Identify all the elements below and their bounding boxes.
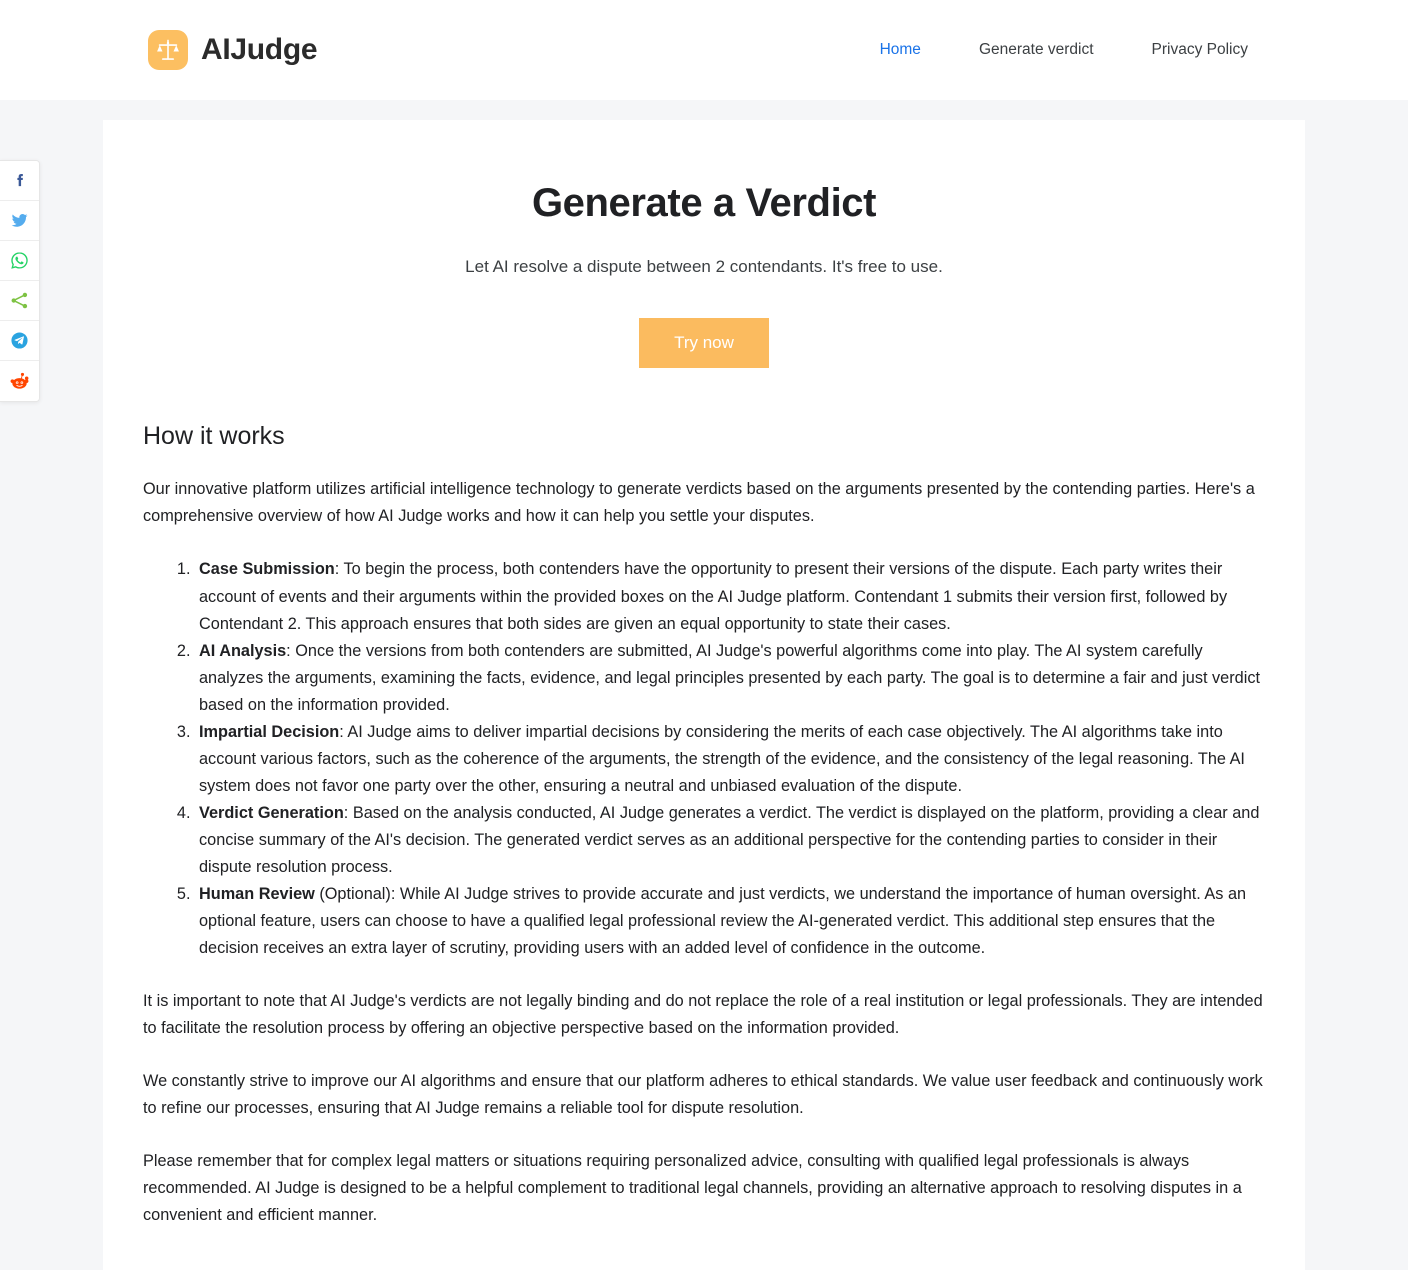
- list-item: [195, 881, 1265, 962]
- balance-scale-icon: [148, 30, 188, 70]
- share-telegram-button[interactable]: [0, 321, 39, 361]
- step-term: Verdict Generation: [199, 803, 344, 822]
- hero-section: [143, 180, 1265, 368]
- step-text: : To begin the process, both contenders have the opportunity to present their versions of the dispute. Each party writes their account of events and their arguments within the provided boxes on the AI Judge platform. Contendant 1 submits their version first, followed by Contendant 2. This approach ensures that both sides are given an equal opportunity to state their cases.: [199, 560, 1228, 633]
- share-link-button[interactable]: [0, 281, 39, 321]
- share-icon: [9, 290, 30, 311]
- step-text: : Once the versions from both contenders are submitted, AI Judge's powerful algorithms come into play. The AI system carefully analyzes the arguments, examining the facts, evidence, and legal principles presented by each party. The goal is to determine a fair and just verdict based on the information provided.: [199, 641, 1260, 714]
- telegram-icon: [9, 330, 30, 351]
- facebook-icon: [10, 171, 30, 191]
- step-term: Human Review: [199, 885, 315, 904]
- nav-link-home[interactable]: Home: [879, 41, 921, 58]
- try-now-button[interactable]: Try now: [639, 318, 769, 368]
- list-item: [195, 556, 1265, 637]
- disclaimer-paragraph: It is important to note that AI Judge's verdicts are not legally binding and do not replace the role of a real institution or legal professionals. They are intended to facilitate the resolution process by offering an objective perspective based on the information provided.: [143, 992, 1263, 1038]
- nav-link-privacy-policy[interactable]: Privacy Policy: [1151, 41, 1248, 58]
- list-item: [195, 800, 1265, 881]
- step-term: Case Submission: [199, 560, 335, 579]
- hero-subtitle: Let AI resolve a dispute between 2 contendants. It's free to use.: [465, 257, 943, 276]
- site-header: [0, 0, 1408, 100]
- reddit-icon: [9, 371, 30, 392]
- step-term: Impartial Decision: [199, 722, 340, 741]
- list-item: [195, 719, 1265, 800]
- improvement-paragraph: We constantly strive to improve our AI algorithms and ensure that our platform adheres to ethical standards. We value user feedback and continuously work to refine our processes, ensuring that AI Judge remains a reliable tool for dispute resolution.: [143, 1072, 1263, 1118]
- share-whatsapp-button[interactable]: [0, 241, 39, 281]
- list-item: [195, 638, 1265, 719]
- how-it-works-intro: Our innovative platform utilizes artificial intelligence technology to generate verdicts based on the arguments presented by the contending parties. Here's a comprehensive overview of how AI Judge works and how it can help you settle your disputes.: [143, 480, 1255, 526]
- social-share-rail: [0, 160, 40, 402]
- page-wrap: [0, 120, 1408, 1270]
- content-card: [103, 120, 1305, 1270]
- twitter-icon: [9, 210, 30, 231]
- share-twitter-button[interactable]: [0, 201, 39, 241]
- recommendation-paragraph: Please remember that for complex legal matters or situations requiring personalized advice, consulting with qualified legal professionals is always recommended. AI Judge is designed to be a helpful complement to traditional legal channels, providing an alternative approach to resolving disputes in a convenient and efficient manner.: [143, 1152, 1242, 1225]
- share-facebook-button[interactable]: [0, 161, 39, 201]
- how-it-works-steps: [143, 556, 1265, 962]
- main-nav: [880, 41, 1248, 59]
- whatsapp-icon: [9, 250, 30, 271]
- brand-name: AIJudge: [201, 33, 318, 66]
- step-text: (Optional): While AI Judge strives to provide accurate and just verdicts, we understand the importance of human oversight. As an optional feature, users can choose to have a qualified legal professional review the AI-generated verdict. This additional step ensures that the decision receives an extra layer of scrutiny, providing users with an added level of confidence in the outcome.: [199, 885, 1247, 958]
- page-title: Generate a Verdict: [531, 181, 877, 225]
- nav-link-generate-verdict[interactable]: Generate verdict: [978, 41, 1094, 58]
- step-term: AI Analysis: [199, 641, 287, 660]
- step-text: : Based on the analysis conducted, AI Judge generates a verdict. The verdict is displayed on the platform, providing a clear and concise summary of the AI's decision. The generated verdict serves as an additional perspective for the contending parties to consider in their dispute resolution process.: [199, 803, 1260, 876]
- how-it-works-heading: How it works: [143, 421, 285, 450]
- brand-logo-link[interactable]: [148, 30, 317, 70]
- step-text: : AI Judge aims to deliver impartial decisions by considering the merits of each case objectively. The AI algorithms take into account various factors, such as the coherence of the arguments, the strength of the evidence, and the consistency of the legal reasoning. The AI system does not favor one party over the other, ensuring a neutral and unbiased evaluation of the dispute.: [199, 722, 1245, 795]
- share-reddit-button[interactable]: [0, 361, 39, 401]
